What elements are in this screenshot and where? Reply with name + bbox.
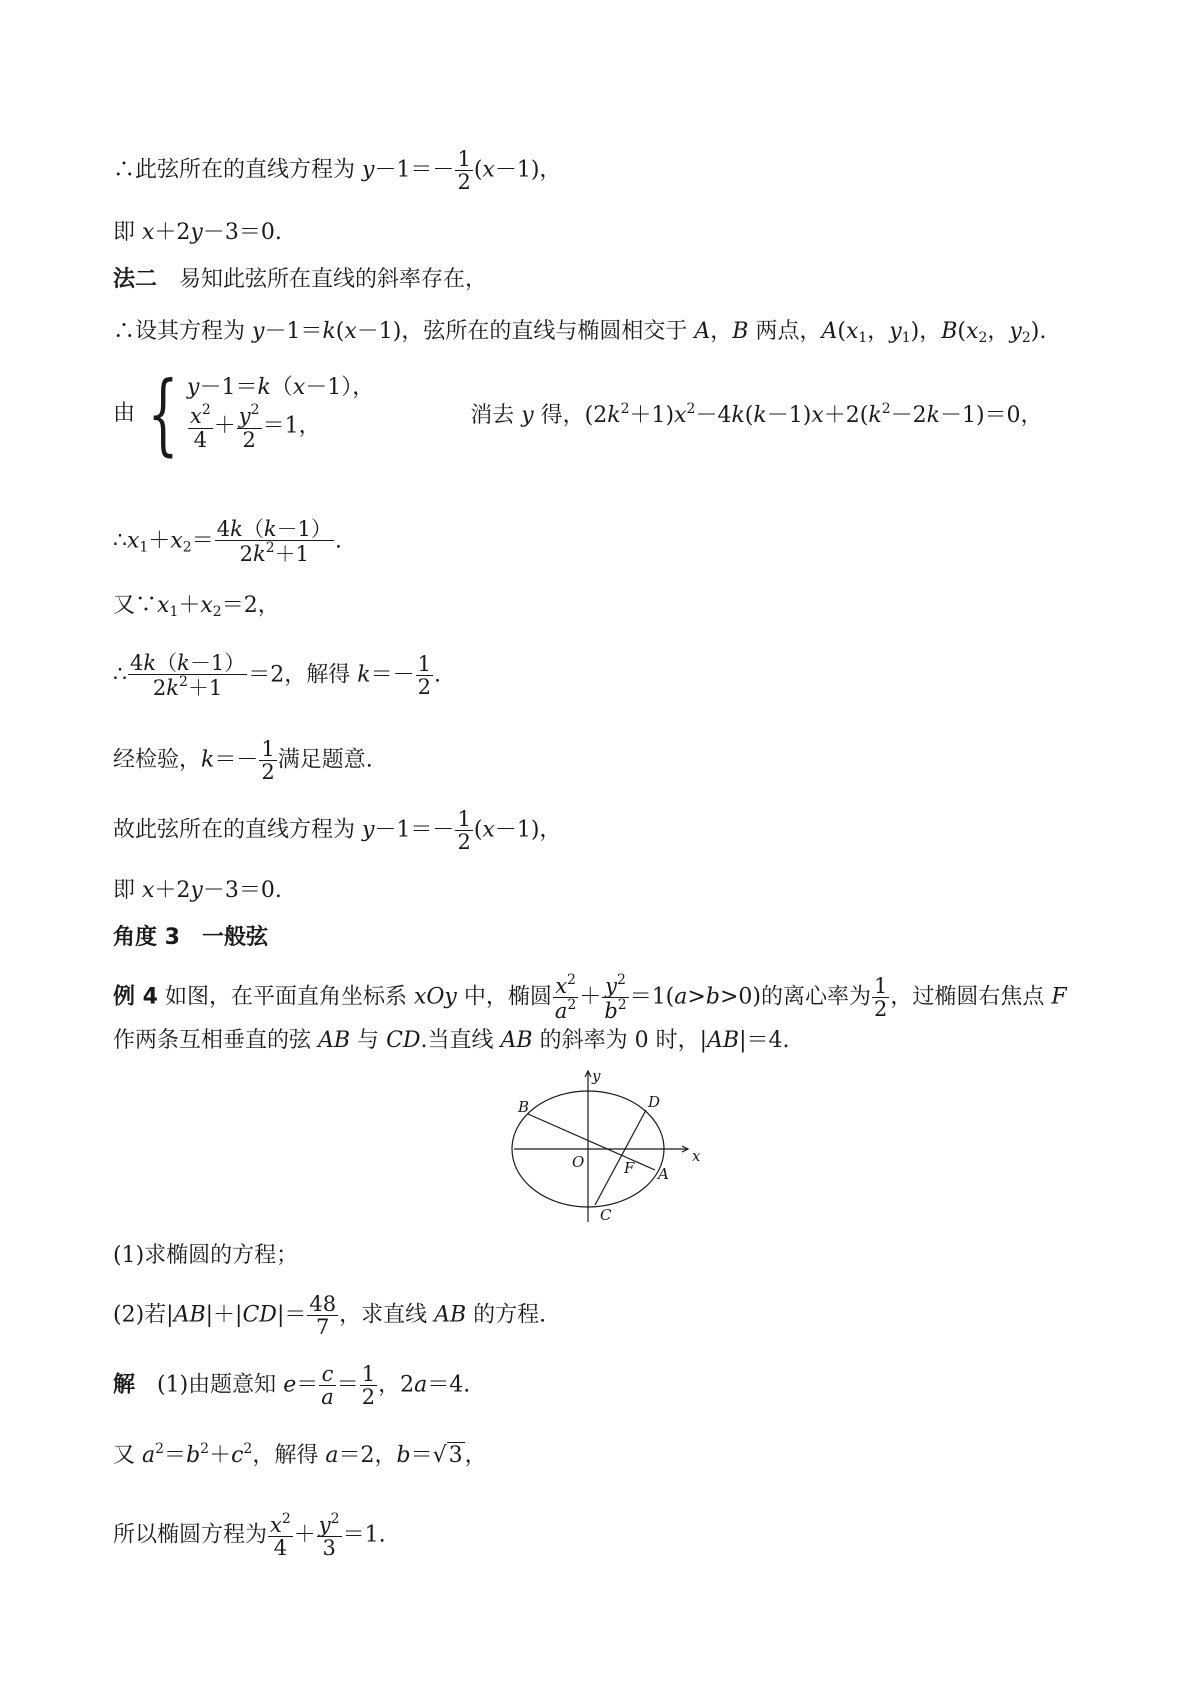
denominator: 4 [273,1536,288,1561]
var: x [200,593,213,618]
var: k [230,517,243,541]
var: x [157,593,170,618]
superscript: 2 [330,1511,340,1527]
text: . [433,662,441,688]
label-d: D [648,1093,661,1111]
numerator [268,1512,293,1537]
text: （ [270,375,293,401]
line-18 [113,1442,487,1467]
denominator: 2 [873,997,888,1022]
text: 的方程. [466,1302,547,1328]
subscript: 2 [978,330,988,346]
var: k [868,402,882,428]
text: ＝1， [262,414,321,439]
numerator: 1 [457,147,471,171]
denominator [602,998,628,1022]
text: 2 [239,542,253,567]
text: .当直线 [420,1028,501,1053]
text: 作两条互相垂直的弦 [113,1028,318,1053]
superscript: 2 [686,400,696,417]
superscript: 2 [616,972,626,988]
ellipse-figure [508,1067,708,1227]
fraction [215,518,334,565]
var: x [555,974,568,998]
numerator: c [319,1363,336,1386]
var: CD [242,1302,277,1328]
text: > [687,984,706,1010]
var: xOy [413,984,457,1010]
text: ( [957,319,967,344]
numerator [215,518,334,541]
text: ＝2， [338,1443,397,1468]
text: 满足题意. [277,747,373,773]
text: －3＝0. [202,220,282,245]
var: b [604,999,618,1024]
text: －1)，弦所在的直线与椭圆相交于 [356,319,695,344]
text: |＋| [205,1302,243,1328]
fraction [416,653,433,698]
line-5-system [113,362,1043,465]
text: ＝ [191,528,214,554]
fraction [872,975,889,1020]
text: 由 [113,401,136,426]
text: 与 [350,1028,387,1053]
superscript: 2 [567,972,576,988]
var: k [753,402,767,428]
label-b: B [518,1098,530,1116]
var: y [190,220,203,245]
var: y [187,375,200,401]
denominator: 2 [457,830,471,855]
text: ( [837,319,846,344]
line-8 [113,652,441,699]
superscript: 2 [243,1441,253,1457]
text: 两点， [748,319,822,344]
text: －3＝0. [202,878,282,903]
text: －1＝－ [374,157,455,183]
subscript: 1 [169,604,179,620]
subscript: 2 [212,604,222,620]
text: ＋1 [274,542,310,567]
text: ＋2( [823,402,869,428]
text: 故此弦所在的直线方程为 [113,817,362,843]
text: 中，椭圆 [456,984,552,1010]
chord-ab [528,1114,655,1170]
subscript: 1 [858,330,868,346]
var: k [263,517,277,541]
line-4 [113,321,1046,345]
var: k [257,375,271,401]
text: －1)， [494,817,562,843]
var: a [325,1443,339,1468]
text: 4 [216,517,231,541]
subscript: 2 [182,539,192,556]
text: 的斜率为 0 时，| [532,1028,707,1053]
text: ＝1( [629,984,675,1010]
text: ， [464,1443,487,1468]
text: )， [910,319,942,344]
text: ( [473,817,483,843]
section-heading: 角度 3 一般弦 [113,925,268,950]
var: k [926,402,940,428]
numerator [128,652,247,675]
numerator [188,403,213,428]
superscript: 2 [201,402,211,419]
superscript: 2 [179,674,188,691]
var: y [362,157,375,183]
equation-system [135,362,375,465]
line-16 [113,1293,546,1338]
text: >0)的离心率为 [719,984,871,1010]
numerator: 1 [261,737,275,761]
text: 即 [113,220,142,245]
line-14 [113,1030,789,1052]
text: （ [156,651,178,675]
var: a [142,1443,156,1468]
var: AB [318,1028,351,1053]
text: (1)求椭圆的方程； [113,1243,299,1268]
text: －1） [189,651,246,675]
system-rows [187,377,374,450]
text: 又∵ [113,593,158,618]
system-row-1 [187,377,374,399]
text: ＋ [579,984,602,1010]
var: AB [434,1302,467,1328]
text: ＋2 [154,878,191,903]
text: 经检验， [113,747,202,773]
line-17 [113,1363,470,1408]
var: x [127,528,140,554]
var: k [253,542,266,567]
var: y [318,1513,331,1537]
var: y [252,319,265,344]
subscript: 1 [139,539,149,556]
denominator: 2 [361,1385,376,1410]
var: A [694,319,711,344]
superscript: 2 [281,1511,291,1527]
var: y [362,817,375,843]
text: ＝1. [342,1522,386,1548]
solution-label: 解 [113,1372,136,1398]
var: k [166,676,180,701]
text: ＋ [293,1522,316,1548]
text: 4 [130,651,144,675]
fraction [188,403,213,450]
var: F [1051,984,1067,1010]
superscript: 2 [620,400,630,417]
denominator: a [321,1385,334,1410]
numerator [317,1512,342,1537]
text: 即 [113,878,142,903]
elimination-text [404,402,1042,427]
line-15 [113,1245,298,1267]
label-o: O [572,1153,585,1171]
fraction [237,403,262,450]
superscript: 2 [881,400,891,417]
numerator: 48 [309,1292,337,1316]
var: k [177,651,190,675]
line-9 [113,738,373,783]
text: －1）， [305,375,375,401]
text: －1) [766,402,812,428]
superscript: 2 [617,997,627,1014]
var: x [344,319,357,344]
var: x [674,402,687,428]
text: ( [335,319,345,344]
var: k [201,747,215,773]
text: ，求直线 [339,1302,435,1328]
text: －2 [890,402,927,428]
fraction [319,1363,336,1408]
denominator [553,998,578,1022]
var: y [605,974,617,998]
superscript: 2 [250,402,260,419]
var: x [270,1513,282,1537]
radical-sign-icon: √ [432,1443,447,1468]
line-6 [113,518,342,565]
var: x [482,817,495,843]
var: y [238,404,251,429]
text: 易知此弦所在直线的斜率存在， [157,267,488,292]
numerator: 1 [417,652,431,676]
text: ＝ [296,1372,319,1398]
denominator: 2 [242,427,256,452]
line-3 [113,269,487,291]
example-label: 例 4 [113,984,158,1010]
var: AB [707,1028,740,1053]
var: e [283,1372,297,1398]
line-2 [113,222,282,244]
denominator: 3 [322,1536,336,1561]
text: 消去 [404,402,522,428]
text: －4 [695,402,732,428]
var: x [482,157,495,183]
numerator: 1 [457,807,471,831]
text: ＝ [164,1443,187,1468]
text: （ [242,517,264,541]
text: －1） [276,517,332,541]
var: AB [173,1302,206,1328]
superscript: 2 [200,1441,210,1457]
var: k [357,662,371,688]
text: . [334,528,342,554]
text: ＝ [410,1443,433,1468]
fraction [455,808,472,853]
text: ＝2，解得 [248,662,358,688]
text: 2 [152,676,167,701]
denominator [215,541,334,565]
var: k [607,402,621,428]
text: ，过椭圆右焦点 [890,984,1052,1010]
text: －1)＝0， [939,402,1043,428]
text: 所以椭圆方程为 [113,1522,268,1548]
fraction [268,1512,293,1559]
label-y: y [592,1067,601,1085]
text: ＋ [209,1443,232,1468]
text: (1)由题意知 [135,1372,284,1398]
text: ). [1030,319,1047,344]
text: ( [473,157,483,183]
var: x [170,528,183,554]
line-11 [113,880,282,902]
denominator: 4 [193,427,208,452]
text: ＋ [213,414,236,439]
var: B [941,319,958,344]
text: ∴ [113,662,127,688]
var: x [811,402,824,428]
label-x: x [692,1147,701,1165]
numerator [602,973,628,998]
label-f: F [624,1159,635,1177]
var: b [396,1443,411,1468]
superscript: 2 [567,997,577,1014]
fraction [360,1363,377,1408]
text: ∴ [113,528,127,554]
text: ∴设其方程为 [113,319,252,344]
superscript: 2 [155,1441,165,1457]
system-row-2 [187,403,374,450]
text: ＋ [148,528,171,554]
line-1 [113,148,561,193]
label-c: C [600,1206,612,1224]
text: ＝－ [214,747,259,773]
line-10 [113,808,561,853]
denominator: 2 [261,760,275,785]
text: ＝4. [427,1372,471,1398]
subscript: 1 [901,330,911,346]
var: k [731,402,745,428]
text: ＝ [336,1372,359,1398]
text: －1＝ [199,375,258,401]
line-19 [113,1512,386,1559]
text: 得，(2 [533,402,608,428]
denominator: 2 [457,170,471,195]
fraction [259,738,276,783]
denominator: 7 [316,1315,330,1340]
var: y [190,878,203,903]
var: b [186,1443,201,1468]
var: k [143,651,157,675]
radicand: 3 [448,1443,463,1468]
text: －1)， [494,157,562,183]
var: k [322,319,336,344]
text: ＋1) [629,402,675,428]
text: 又 [113,1443,142,1468]
fraction [553,973,578,1022]
text: ＋ [178,593,201,618]
text: ＋2 [154,220,191,245]
numerator: 1 [873,974,888,998]
var: y [889,319,902,344]
text: ＝－ [370,662,415,688]
text: (2)若| [113,1302,174,1328]
text: |＝4. [739,1028,790,1053]
var: x [966,319,979,344]
line-13 [113,973,1067,1022]
square-root [433,1445,465,1467]
var: a [554,999,568,1024]
fraction [307,1293,338,1338]
line-7 [113,595,280,619]
var: b [705,984,720,1010]
text: ∴此弦所在的直线方程为 [113,157,362,183]
fraction [128,652,247,699]
denominator: 2 [417,675,431,700]
var: x [190,404,202,429]
text: ，2 [378,1372,415,1398]
left-brace-icon: { [147,362,179,465]
method-heading: 法二 [113,267,158,292]
var: a [414,1372,428,1398]
text: 如图，在平面直角坐标系 [157,984,414,1010]
var: x [845,319,859,344]
var: x [142,878,155,903]
text: －1＝－ [374,817,455,843]
text: ， [710,319,733,344]
numerator: 1 [361,1362,376,1386]
var: a [674,984,688,1010]
chord-cd [595,1110,646,1205]
text: ， [867,319,890,344]
var: x [292,375,306,401]
text: ＋1 [187,676,223,701]
superscript: 2 [265,540,275,557]
fraction [455,148,472,193]
text: |＝ [276,1302,307,1328]
fraction [317,1512,342,1559]
text: －1＝ [264,319,323,344]
subscript: 2 [1021,330,1031,346]
var: x [142,220,155,245]
numerator [553,973,578,998]
text: ，解得 [252,1443,326,1468]
var: A [821,319,838,344]
var: AB [500,1028,533,1053]
line-12-heading [113,927,268,949]
text: ( [744,402,754,428]
numerator [237,403,262,428]
var: B [732,319,749,344]
denominator [128,675,247,699]
var: y [1009,319,1022,344]
fraction [602,973,628,1022]
var: c [231,1443,244,1468]
text: ， [987,319,1010,344]
label-a: A [658,1165,669,1183]
var: CD [386,1028,421,1053]
var: y [521,402,534,428]
text: ＝2， [221,593,280,618]
